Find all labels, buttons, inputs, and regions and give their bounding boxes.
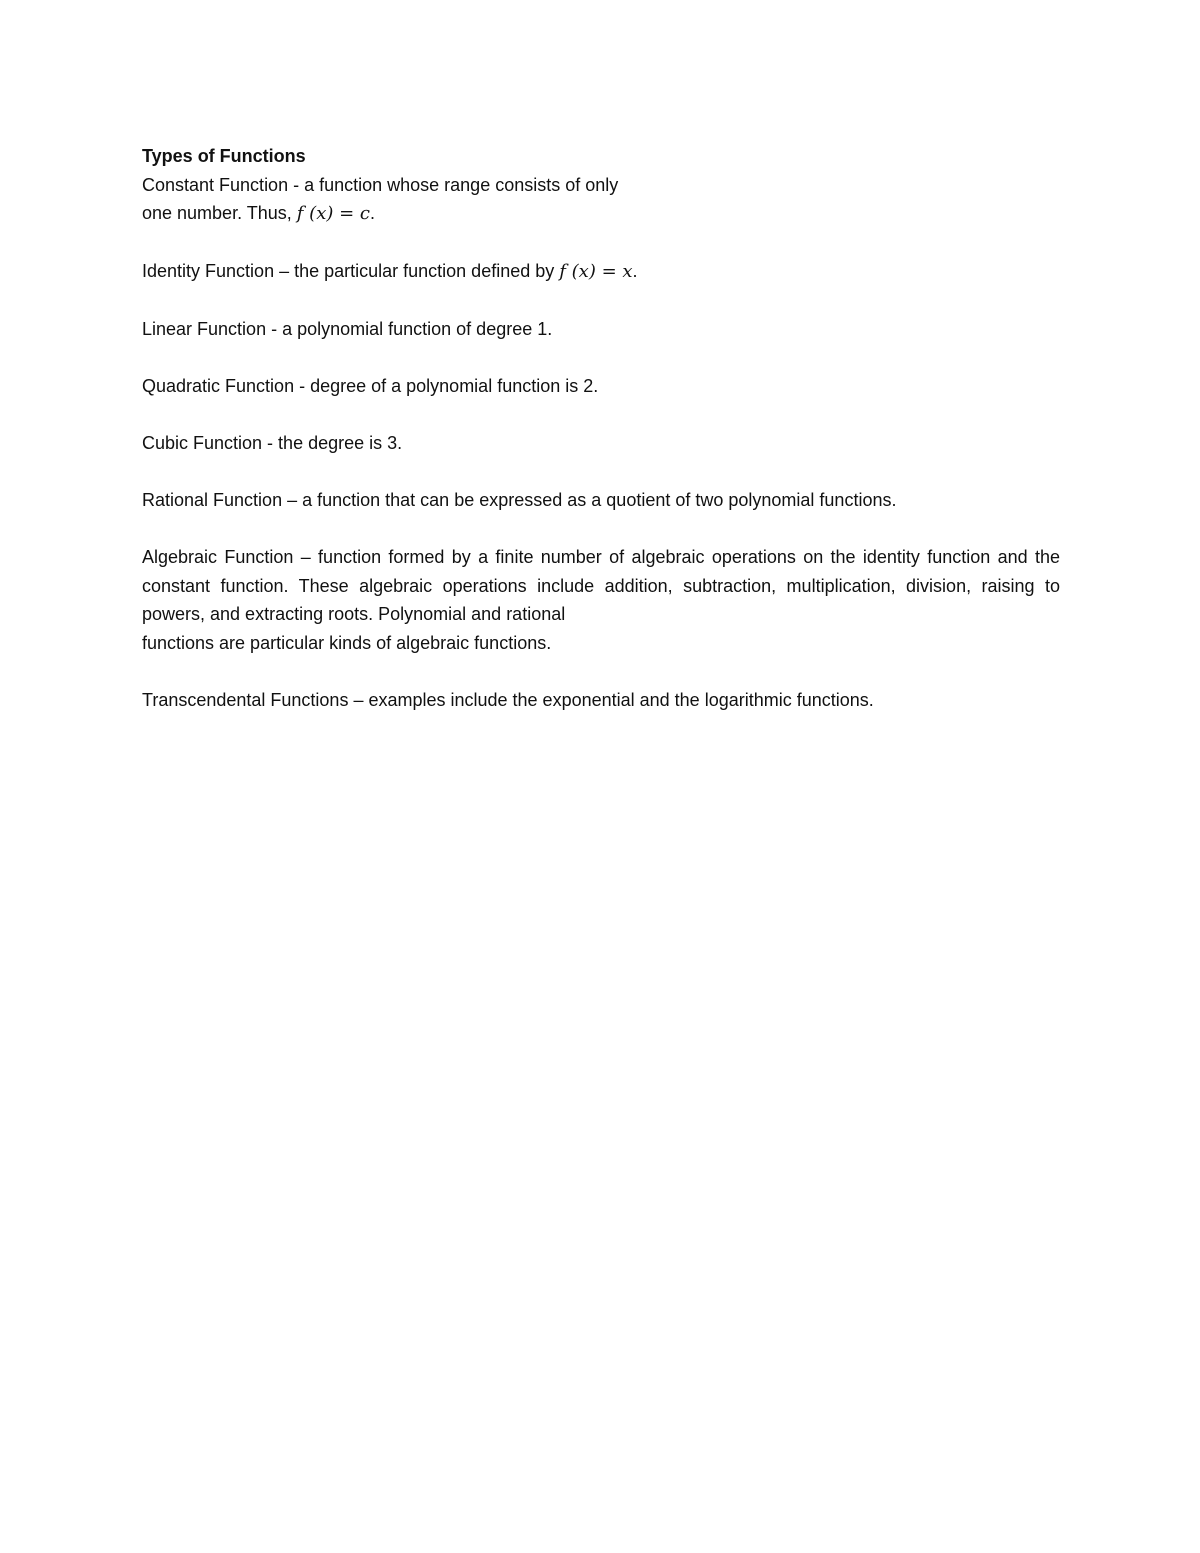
algebraic-function-text-end: functions are particular kinds of algebraic functions. bbox=[142, 632, 552, 653]
rational-function-definition: Rational Function – a function that can be expressed as a quotient of two polynomial functions. bbox=[142, 490, 897, 510]
constant-function-formula: f (x) = c bbox=[296, 203, 370, 224]
constant-function-period: . bbox=[369, 203, 375, 223]
cubic-function-definition: Cubic Function - the degree is 3. bbox=[142, 433, 403, 453]
constant-function-line-2 bbox=[142, 199, 1060, 229]
constant-function-line-1: Constant Function - a function whose range consists of only bbox=[142, 174, 619, 195]
identity-function-period: . bbox=[632, 261, 638, 281]
transcendental-function-definition: Transcendental Functions – examples include the exponential and the logarithmic functions. bbox=[142, 689, 874, 710]
algebraic-function-definition bbox=[142, 543, 1060, 657]
document-title: Types of Functions bbox=[142, 146, 306, 166]
constant-function-text: one number. Thus, bbox=[142, 203, 297, 223]
document-page bbox=[142, 142, 1060, 743]
algebraic-function-text: Algebraic Function – function formed by a finite number of algebraic operations on the identity function and the constant function. These algebraic operations include addition, subtraction, multiplication, division, raising to powers, and extracting roots. Polynomial and rational bbox=[142, 547, 1060, 624]
identity-function-text: Identity Function – the particular function defined by bbox=[142, 261, 560, 281]
identity-function-definition bbox=[142, 257, 1060, 287]
quadratic-function-definition: Quadratic Function - degree of a polynomial function is 2. bbox=[142, 376, 599, 396]
constant-function-section bbox=[142, 142, 1060, 229]
identity-function-formula: f (x) = x bbox=[559, 261, 633, 282]
linear-function-definition: Linear Function - a polynomial function of degree 1. bbox=[142, 319, 553, 339]
